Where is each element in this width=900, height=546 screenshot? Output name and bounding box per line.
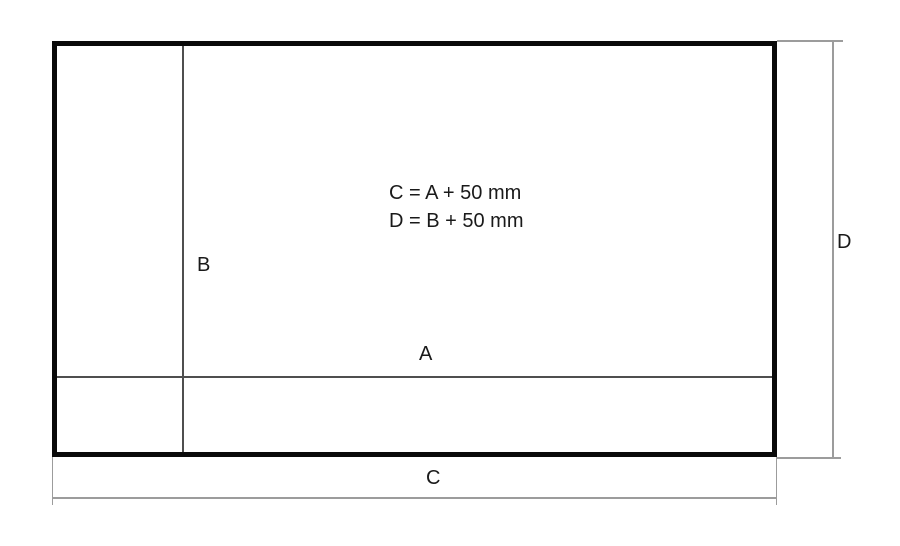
dimension-c-line	[52, 497, 777, 499]
inner-vertical-line-b	[182, 46, 184, 452]
formula-c: C = A + 50 mm	[389, 182, 522, 204]
label-d: D	[837, 231, 852, 253]
formula-block	[389, 179, 524, 235]
label-c: C	[426, 467, 441, 489]
formula-d: D = B + 50 mm	[389, 210, 524, 232]
label-b: B	[197, 254, 211, 276]
outer-rectangle	[52, 41, 777, 457]
dimension-d-line	[832, 40, 834, 458]
inner-horizontal-line-a	[57, 376, 772, 378]
label-a: A	[419, 343, 433, 365]
